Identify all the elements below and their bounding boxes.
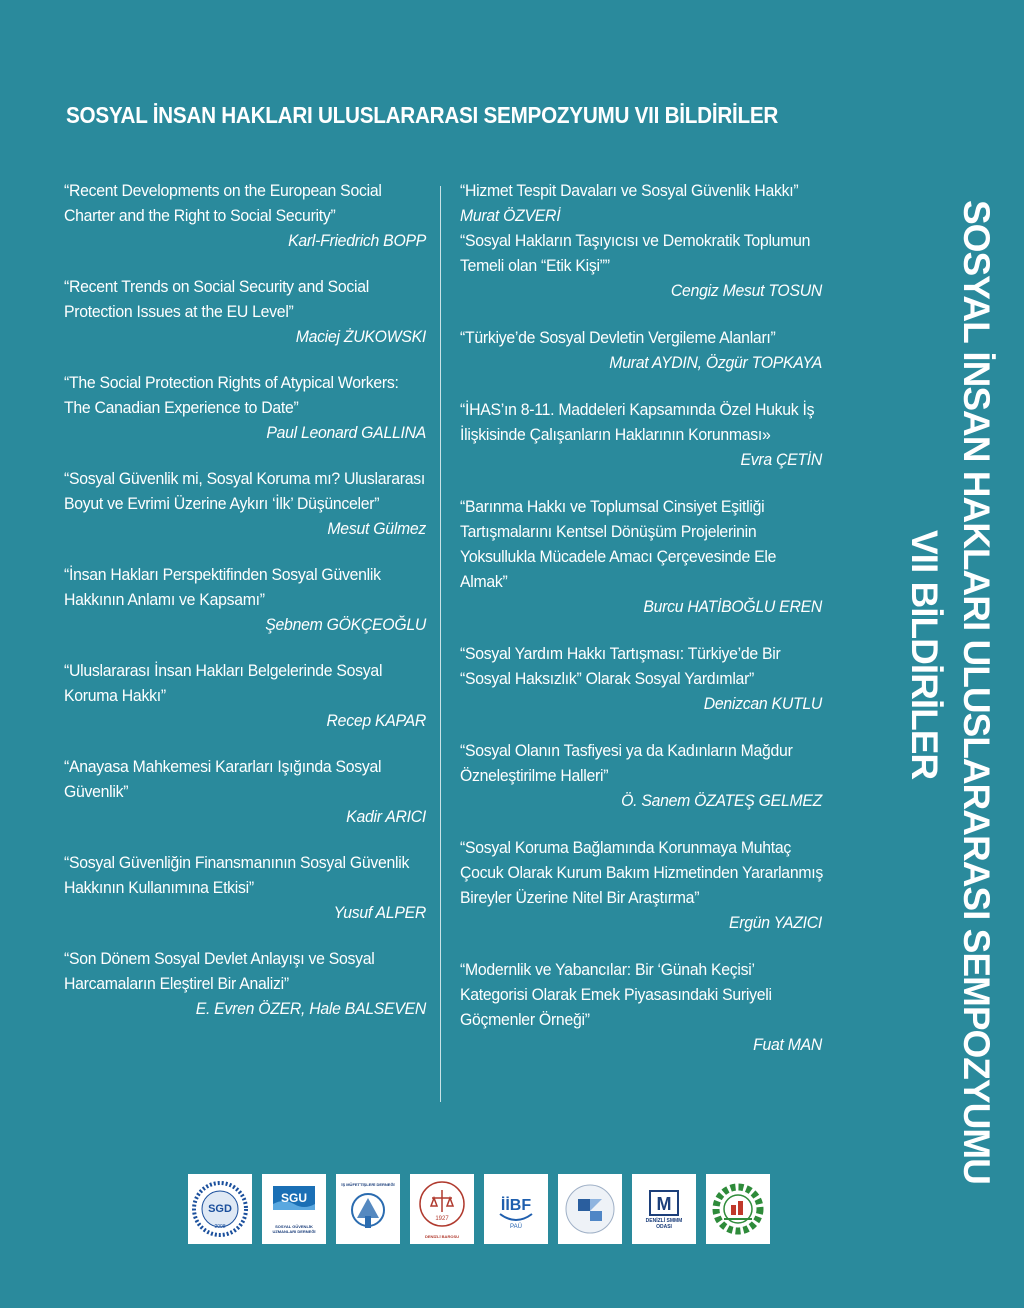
- iibf-pau-logo: [484, 1174, 548, 1244]
- paper-author: Ergün YAZICI: [728, 913, 822, 932]
- denizli-barosu-logo: [410, 1174, 474, 1244]
- paper-title: “İnsan Hakları Perspektifinden Sosyal Güvenlik Hakkının Anlamı ve Kapsamı”: [64, 565, 381, 609]
- paper-author: Şebnem GÖKÇEOĞLU: [265, 615, 426, 634]
- list-item: [64, 946, 426, 1021]
- paper-author: Yusuf ALPER: [333, 903, 426, 922]
- sgu-logo: [262, 1174, 326, 1244]
- paper-title: “Uluslararası İnsan Hakları Belgelerinde Sosyal Koruma Hakkı”: [64, 661, 383, 705]
- list-item: [64, 178, 426, 253]
- paper-author: Denizcan KUTLU: [703, 694, 822, 713]
- spine-title-line-1: SOSYAL İNSAN HAKLARI ULUSLARARASI SEMPOZYUMU: [956, 200, 997, 1184]
- paper-title: “Türkiye’de Sosyal Devletin Vergileme Alanları”: [460, 328, 776, 347]
- paper-title: “Anayasa Mahkemesi Kararları Işığında Sosyal Güvenlik”: [64, 757, 382, 801]
- list-item: [64, 466, 426, 541]
- pau-text: PAÜ: [510, 1224, 522, 1230]
- right-column: [460, 178, 822, 1079]
- is-mufettisleri-caption: İŞ MÜFETTİŞLERİ DERNEĞİ: [341, 1182, 395, 1187]
- paper-title: “Sosyal Olanın Tasfiyesi ya da Kadınların Mağdur Özneleştirilme Halleri”: [460, 741, 793, 785]
- paper-title: “Sosyal Güvenlik mi, Sosyal Koruma mı? Uluslararası Boyut ve Evrimi Üzerine Aykırı ‘İlk’ Düşünceler”: [64, 469, 425, 513]
- paper-author: Mesut Gülmez: [327, 519, 426, 538]
- spine-title: [885, 200, 1015, 1184]
- sgu-caption: SOSYAL GÜVENLİK UZMANLARI DERNEĞİ: [272, 1224, 316, 1234]
- paper-title: “İHAS’ın 8-11. Maddeleri Kapsamında Özel Hukuk İş İlişkisinde Çalışanların Haklarının Korunması»: [460, 400, 815, 444]
- paper-title: “Sosyal Güvenliğin Finansmanının Sosyal Güvenlik Hakkının Kullanımına Etkisi”: [64, 853, 410, 897]
- is-mufettisleri-logo: [336, 1174, 400, 1244]
- paper-title: “Sosyal Koruma Bağlamında Korunmaya Muhtaç Çocuk Olarak Kurum Bakım Hizmetinden Yararlanmış Bireyler Üzerine Nitel Bir Araştırma”: [460, 838, 823, 907]
- list-item: [64, 370, 426, 445]
- sgd-text: SGD: [208, 1203, 232, 1215]
- paper-title: “Sosyal Yardım Hakkı Tartışması: Türkiye’de Bir “Sosyal Haksızlık” Olarak Sosyal Yardımlar”: [460, 644, 781, 688]
- list-item: [460, 325, 822, 375]
- paper-author: Evra ÇETİN: [740, 450, 822, 469]
- list-item: [460, 641, 822, 716]
- page-title: SOSYAL İNSAN HAKLARI ULUSLARARASI SEMPOZYUMU VII BİLDİRİLER: [66, 102, 779, 128]
- paper-author: Paul Leonard GALLINA: [266, 423, 426, 442]
- list-item: [460, 228, 822, 303]
- paper-author: Burcu HATİBOĞLU EREN: [643, 597, 822, 616]
- paper-author: Kadir ARICI: [346, 807, 426, 826]
- list-item: [64, 850, 426, 925]
- paper-author: Fuat MAN: [753, 1035, 822, 1054]
- paper-title: “The Social Protection Rights of Atypical Workers: The Canadian Experience to Date”: [64, 373, 399, 417]
- paper-author: E. Evren ÖZER, Hale BALSEVEN: [195, 999, 426, 1018]
- university-seal-logo: [558, 1174, 622, 1244]
- paper-title: “Barınma Hakkı ve Toplumsal Cinsiyet Eşitliği Tartışmalarını Kentsel Dönüşüm Projelerinin Yoksullukla Mücadele Amacı Çerçevesinde Ele Almak”: [460, 497, 777, 591]
- baro-caption: DENİZLİ BAROSU: [425, 1234, 459, 1239]
- list-item: [64, 274, 426, 349]
- list-item: [460, 178, 822, 228]
- list-item: [64, 658, 426, 733]
- paper-title: “Recent Trends on Social Security and Social Protection Issues at the EU Level”: [64, 277, 369, 321]
- smmm-text: M: [656, 1194, 672, 1214]
- list-item: [460, 738, 822, 813]
- paper-title: “Recent Developments on the European Social Charter and the Right to Social Security”: [64, 181, 382, 225]
- paper-title: “Sosyal Hakların Taşıyıcısı ve Demokratik Toplumun Temeli olan “Etik Kişi””: [460, 231, 811, 275]
- sgd-seal-logo: [188, 1174, 252, 1244]
- smmm-caption: DENİZLİ SMMM ODASI: [645, 1218, 683, 1230]
- sgu-text: SGU: [280, 1191, 308, 1205]
- left-column: [64, 178, 426, 1042]
- list-item: [460, 835, 822, 935]
- paper-author: Murat AYDIN, Özgür TOPKAYA: [609, 353, 822, 372]
- paper-author: Recep KAPAR: [326, 711, 426, 730]
- list-item: [64, 562, 426, 637]
- sponsor-logos: [188, 1174, 770, 1246]
- list-item: [460, 397, 822, 472]
- chamber-gear-logo: [706, 1174, 770, 1244]
- iibf-text: İİBF: [500, 1197, 532, 1214]
- paper-author: Cengiz Mesut TOSUN: [670, 281, 822, 300]
- paper-author: Karl-Friedrich BOPP: [288, 231, 426, 250]
- paper-title: “Son Dönem Sosyal Devlet Anlayışı ve Sosyal Harcamaların Eleştirel Bir Analizi”: [64, 949, 375, 993]
- paper-author: Maciej ŻUKOWSKI: [295, 327, 426, 346]
- column-divider: [440, 186, 441, 1102]
- list-item: [460, 957, 822, 1057]
- spine-title-line-2: VII BİLDİRİLER: [904, 530, 945, 780]
- list-item: [460, 494, 822, 619]
- sgd-year: 2008: [214, 1224, 226, 1230]
- list-item: [64, 754, 426, 829]
- paper-author: Murat ÖZVERİ: [460, 206, 561, 225]
- paper-title: “Modernlik ve Yabancılar: Bir ‘Günah Keçisi’ Kategorisi Olarak Emek Piyasasındaki Suriyeli Göçmenler Örneği”: [460, 960, 772, 1029]
- baro-year: 1927: [435, 1216, 449, 1222]
- paper-title: “Hizmet Tespit Davaları ve Sosyal Güvenlik Hakkı”: [460, 181, 799, 200]
- smmm-logo: [632, 1174, 696, 1244]
- paper-author: Ö. Sanem ÖZATEŞ GELMEZ: [621, 791, 822, 810]
